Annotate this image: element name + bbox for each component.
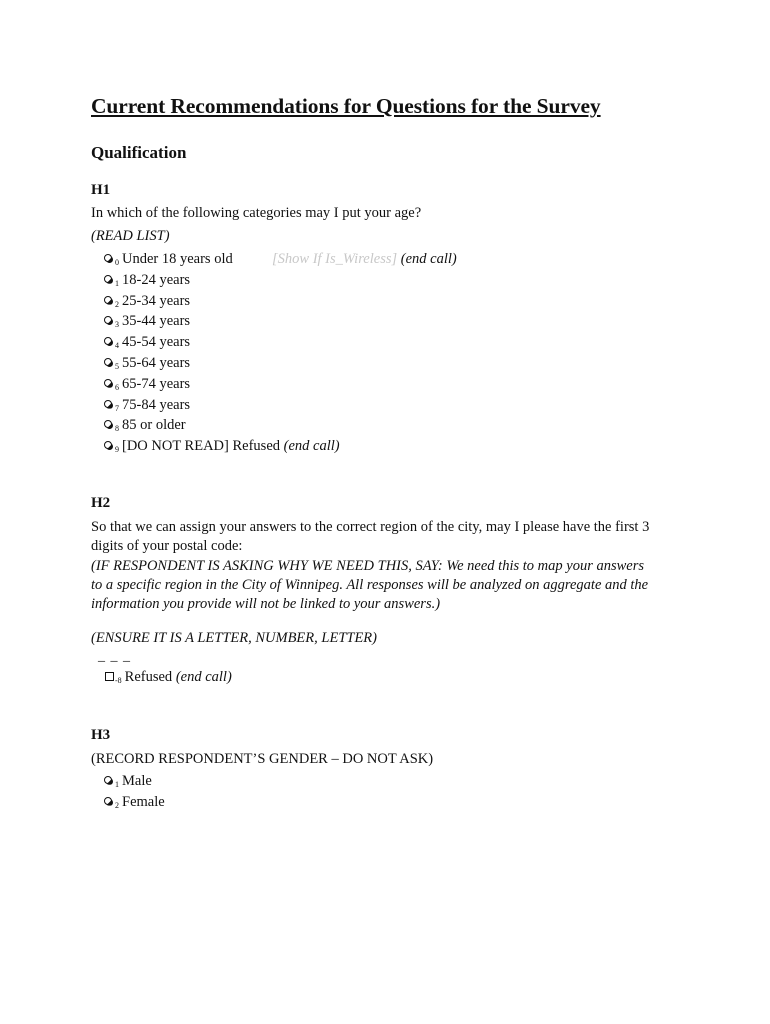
option-label: 18-24 years (122, 271, 191, 288)
option-h1-6[interactable]: $_6$ 65-74 years (104, 376, 691, 397)
question-id-h1: H1 (91, 182, 111, 198)
option-label: 55-64 years (122, 354, 191, 371)
options-h1 (104, 251, 691, 459)
option-h3-1[interactable]: $_1$ Male (104, 773, 691, 794)
question-id-h2: H2 (91, 494, 111, 511)
option-label: Refused (124, 668, 173, 685)
radio-button-icon[interactable] (104, 378, 115, 389)
option-label: 85 or older (122, 417, 186, 434)
option-label: Under 18 years old (122, 251, 233, 267)
radio-button-icon[interactable] (104, 274, 115, 285)
option-h1-0[interactable]: $_0$ Under 18 years old [Show If Is_Wireless] (end call) (104, 251, 691, 272)
question-text-h1: In which of the following categories may I put your age? (91, 205, 422, 221)
postal-code-blanks[interactable]: _ _ _ (98, 648, 131, 664)
radio-button-icon[interactable] (104, 357, 115, 368)
page-title: Current Recommendations for Questions for the Survey (91, 94, 601, 118)
option-h1-9[interactable]: $_9$ [DO NOT READ] Refused (end call) (104, 438, 691, 459)
option-h1-7[interactable]: $_7$ 75-84 years (104, 397, 691, 418)
checkbox-icon[interactable] (105, 672, 114, 681)
option-label: 45-54 years (122, 334, 191, 351)
radio-button-icon[interactable] (104, 399, 115, 410)
instruction-line: (IF RESPONDENT IS ASKING WHY WE NEED THIS, SAY: We need this to map your answers (91, 557, 644, 574)
radio-button-icon[interactable] (104, 315, 115, 326)
radio-button-icon[interactable] (104, 796, 115, 807)
instruction-h2 (91, 557, 691, 614)
instruction-line: to a specific region in the City of Winnipeg. All responses will be analyzed on aggregate and the (91, 576, 649, 593)
radio-button-icon[interactable] (104, 775, 115, 786)
question-id-h3: H3 (91, 726, 111, 743)
option-h1-1[interactable]: $_1$ 18-24 years (104, 272, 691, 293)
option-h1-3[interactable]: $_3$ 35-44 years (104, 313, 691, 334)
question-line: So that we can assign your answers to the correct region of the city, may I please have the first 3 (91, 518, 650, 535)
instruction-line: information you provide will not be linked to your answers.) (91, 595, 441, 612)
option-label: 65-74 years (122, 375, 191, 392)
radio-button-icon[interactable] (104, 440, 115, 451)
condition-label: [Show If Is_Wireless] (272, 251, 398, 267)
radio-button-icon[interactable] (104, 253, 115, 264)
survey-document (91, 92, 691, 814)
radio-button-icon[interactable] (104, 295, 115, 306)
question-line: digits of your postal code: (91, 537, 243, 554)
option-label: 25-34 years (122, 292, 191, 309)
radio-button-icon[interactable] (104, 336, 115, 347)
end-call-note: (end call) (400, 251, 457, 267)
radio-button-icon[interactable] (104, 419, 115, 430)
end-call-note: (end call) (283, 438, 340, 455)
option-h2-refused[interactable]: $_{-8}$ Refused (end call) (105, 669, 691, 690)
option-h3-2[interactable]: $_2$ Female (104, 794, 691, 815)
option-h1-2[interactable]: $_2$ 25-34 years (104, 293, 691, 314)
end-call-note: (end call) (175, 668, 232, 685)
option-h1-8[interactable]: $_8$ 85 or older (104, 417, 691, 438)
option-label: [DO NOT READ] Refused (122, 438, 280, 455)
option-label: Female (122, 793, 165, 810)
instruction-h3: (RECORD RESPONDENT’S GENDER – DO NOT ASK) (91, 750, 434, 767)
option-h1-4[interactable]: $_4$ 45-54 years (104, 334, 691, 355)
option-label: Male (122, 772, 152, 789)
instruction-h1: (READ LIST) (91, 228, 170, 244)
options-h3 (104, 773, 691, 815)
option-label: 35-44 years (122, 313, 191, 330)
question-text-h2 (91, 518, 691, 556)
option-label: 75-84 years (122, 396, 191, 413)
section-heading: Qualification (91, 143, 187, 162)
ensure-instruction: (ENSURE IT IS A LETTER, NUMBER, LETTER) (91, 629, 377, 646)
option-h1-5[interactable]: $_5$ 55-64 years (104, 355, 691, 376)
